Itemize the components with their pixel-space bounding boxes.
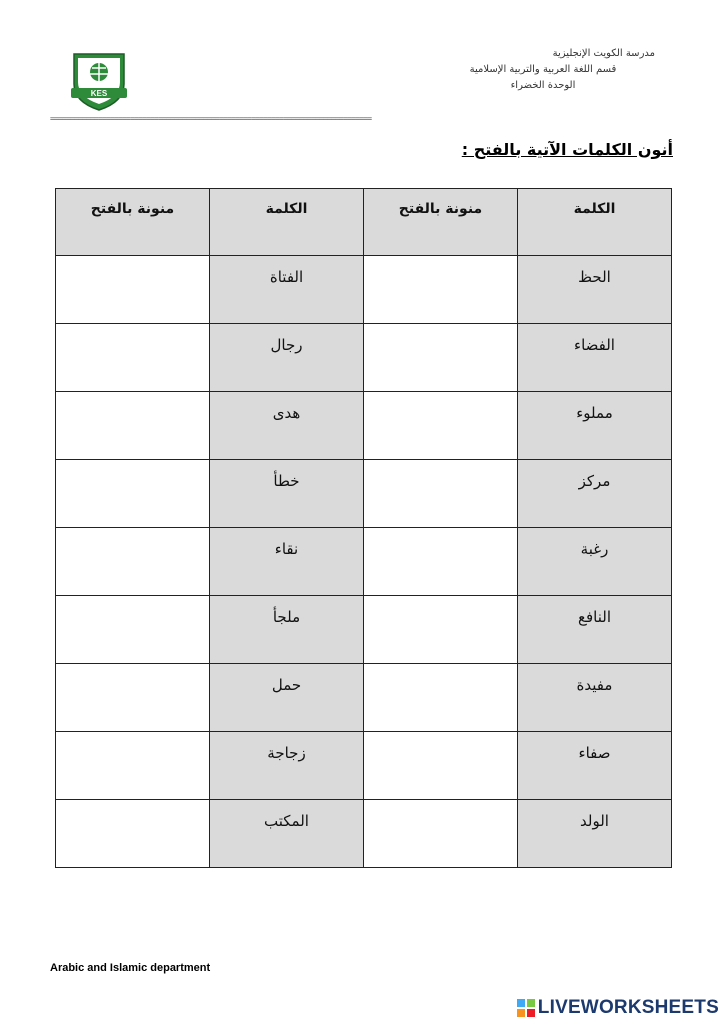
answer-cell[interactable] [56, 324, 210, 392]
answer-cell[interactable] [56, 664, 210, 732]
table-row [56, 664, 672, 732]
word-cell: مفيدة [518, 664, 672, 732]
brand-text: LIVEWORKSHEETS [537, 997, 719, 1018]
instruction-title: أنون الكلمات الآتية بالفتح : [461, 140, 673, 159]
school-header [423, 46, 663, 94]
word-cell: زجاجة [210, 732, 364, 800]
word-cell: نقاء [210, 528, 364, 596]
word-cell: المكتب [210, 800, 364, 868]
table-row [56, 460, 672, 528]
answer-cell[interactable] [56, 596, 210, 664]
answer-cell[interactable] [56, 732, 210, 800]
header-divider: ================================================================================ [50, 114, 372, 123]
word-cell: الفتاة [210, 256, 364, 324]
school-name: مدرسة الكويت الإنجليزية [552, 48, 655, 59]
answer-cell[interactable] [364, 460, 518, 528]
word-cell: حمل [210, 664, 364, 732]
word-cell: مملوء [518, 392, 672, 460]
worksheet-table [55, 188, 672, 868]
answer-cell[interactable] [56, 392, 210, 460]
answer-cell[interactable] [56, 528, 210, 596]
answer-cell[interactable] [364, 392, 518, 460]
unit-name: الوحدة الخضراء [510, 80, 576, 91]
table-row [56, 596, 672, 664]
answer-cell[interactable] [364, 664, 518, 732]
word-cell: النافع [518, 596, 672, 664]
table-row [56, 528, 672, 596]
answer-cell[interactable] [56, 800, 210, 868]
school-logo [68, 50, 130, 112]
word-cell: رغبة [518, 528, 672, 596]
word-cell: خطأ [210, 460, 364, 528]
table-row [56, 732, 672, 800]
table-row [56, 800, 672, 868]
word-cell: صفاء [518, 732, 672, 800]
answer-cell[interactable] [56, 460, 210, 528]
column-header-answer: منونة بالفتح [364, 189, 518, 256]
answer-cell[interactable] [56, 256, 210, 324]
column-header-answer: منونة بالفتح [56, 189, 210, 256]
table-row [56, 392, 672, 460]
column-header-word: الكلمة [518, 189, 672, 256]
column-header-word: الكلمة [210, 189, 364, 256]
table-header-row [56, 189, 672, 256]
answer-cell[interactable] [364, 596, 518, 664]
word-cell: رجال [210, 324, 364, 392]
answer-cell[interactable] [364, 528, 518, 596]
table-row [56, 324, 672, 392]
logo-text: KES [90, 89, 108, 98]
liveworksheets-logo-icon [517, 999, 535, 1017]
answer-cell[interactable] [364, 732, 518, 800]
answer-cell[interactable] [364, 324, 518, 392]
liveworksheets-brand[interactable] [517, 997, 719, 1019]
department-name: قسم اللغة العربية والتربية الإسلامية [469, 64, 617, 75]
table-row [56, 256, 672, 324]
word-cell: الحظ [518, 256, 672, 324]
answer-cell[interactable] [364, 256, 518, 324]
word-cell: الولد [518, 800, 672, 868]
answer-cell[interactable] [364, 800, 518, 868]
footer-department: Arabic and Islamic department [50, 962, 211, 974]
word-cell: هدى [210, 392, 364, 460]
word-cell: مركز [518, 460, 672, 528]
word-cell: الفضاء [518, 324, 672, 392]
word-cell: ملجأ [210, 596, 364, 664]
